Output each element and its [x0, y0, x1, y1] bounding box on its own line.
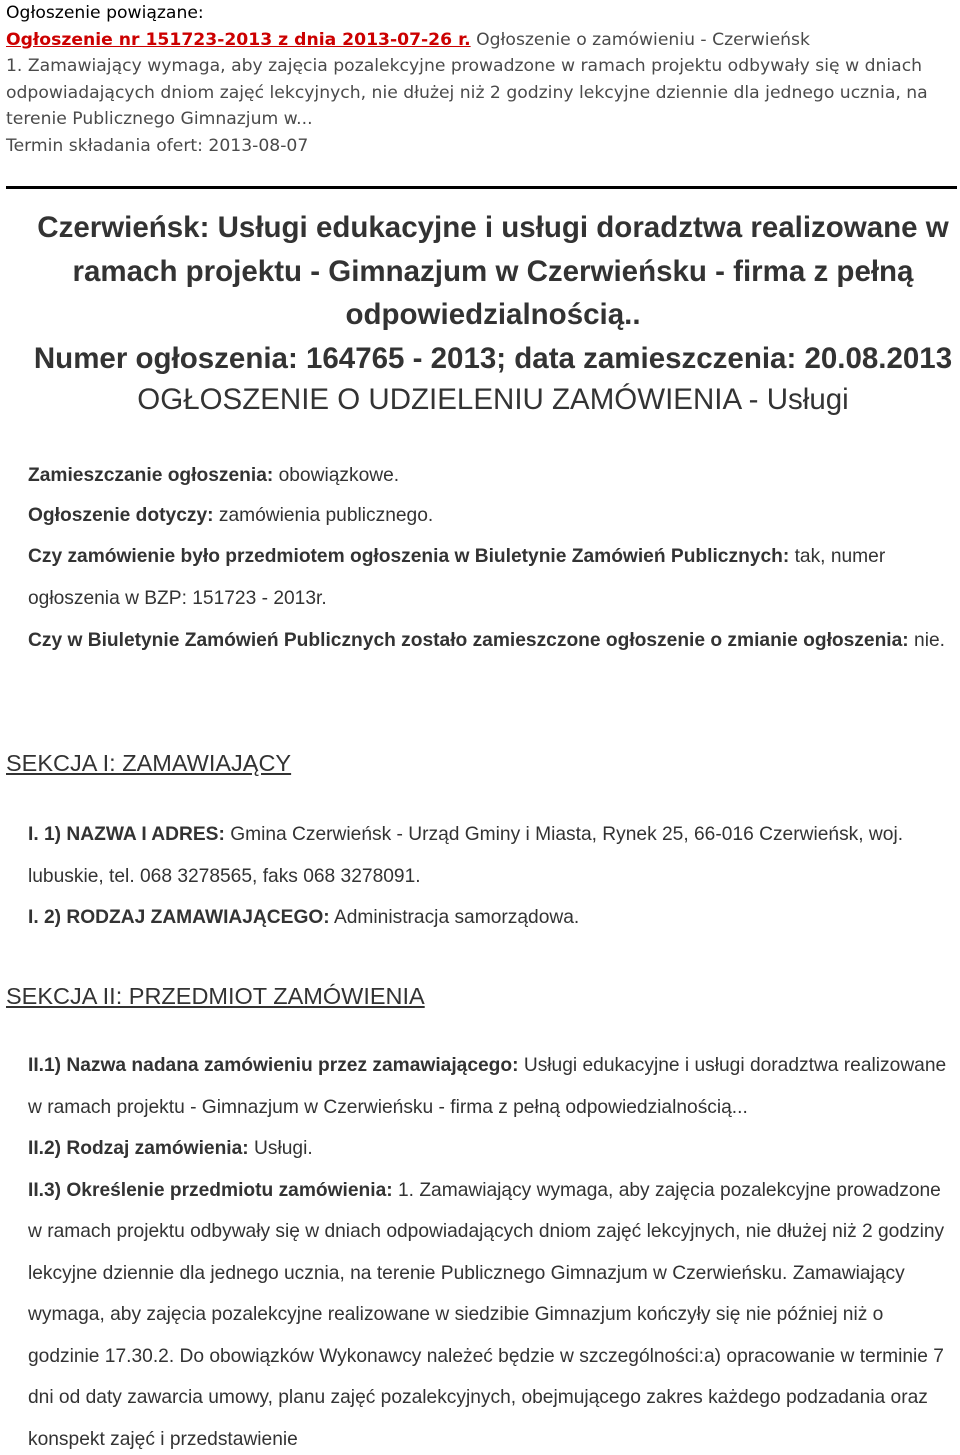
section-1-body — [28, 814, 953, 939]
bzp-label: Czy zamówienie było przedmiotem ogłoszenia w Biuletynie Zamówień Publicznych: — [28, 546, 790, 567]
related-notice — [6, 0, 956, 159]
notice-type: OGŁOSZENIE O UDZIELENIU ZAMÓWIENIA - Usługi — [137, 383, 849, 416]
section-1-heading: SEKCJA I: ZAMAWIAJĄCY — [6, 750, 292, 776]
related-excerpt: 1. Zamawiający wymaga, aby zajęcia pozalekcyjne prowadzone w ramach projektu odbywały się w dniach odpowiadających dniom zajęć lekcyjnych, nie dłużej niż 2 godziny lekcyjne dziennie dla jednego ucznia, na terenie Publicznego Gimnazjum w... — [6, 56, 928, 129]
section-2-heading: SEKCJA II: PRZEDMIOT ZAMÓWIENIA — [6, 983, 425, 1009]
related-link-tail: Ogłoszenie o zamówieniu - Czerwieńsk — [470, 29, 810, 50]
title-line-2: ramach projektu - Gimnazjum w Czerwieńsku - firma z pełną — [72, 254, 914, 288]
related-deadline: Termin składania ofert: 2013-08-07 — [6, 135, 309, 156]
title-line-3: odpowiedzialnością.. — [345, 298, 641, 331]
section-2-body — [28, 1045, 953, 1455]
buyer-type-label: I. 2) RODZAJ ZAMAWIAJĄCEGO: — [28, 907, 330, 928]
order-kind-label: II.2) Rodzaj zamówienia: — [28, 1138, 249, 1159]
buyer-name-value: Gmina Czerwieńsk - Urząd Gminy i Miasta, Rynek 25, 66-016 Czerwieńsk, woj. lubuskie, tel. 068 3278565, faks 068 3278091. — [28, 824, 904, 887]
notice-number: Numer ogłoszenia: 164765 - 2013; data zamieszczenia: 20.08.2013 — [33, 341, 953, 375]
related-header: Ogłoszenie powiązane: — [6, 3, 204, 23]
buyer-type-row — [28, 897, 953, 939]
order-desc-label: II.3) Określenie przedmiotu zamówienia: — [28, 1179, 393, 1201]
bzp-value: tak, numer ogłoszenia w BZP: 151723 - 2013r. — [28, 546, 886, 609]
concerns-value: zamówienia publicznego. — [213, 505, 434, 526]
order-name-row — [28, 1045, 953, 1128]
buyer-name-label: I. 1) NAZWA I ADRES: — [28, 824, 225, 845]
order-kind-row — [28, 1128, 953, 1170]
order-name-value: Usługi edukacyjne i usługi doradztwa realizowane w ramach projektu - Gimnazjum w Czerwieńsku - firma z pełną odpowiedzialnością... — [28, 1055, 947, 1118]
buyer-type-value: Administracja samorządowa. — [329, 907, 580, 928]
horizontal-divider — [6, 186, 957, 189]
change-value: nie. — [908, 630, 945, 651]
bzp-row — [28, 536, 953, 620]
page-title — [28, 206, 958, 380]
related-notice-link[interactable]: Ogłoszenie nr 151723-2013 z dnia 2013-07-26 r. — [6, 29, 471, 50]
order-kind-value: Usługi. — [248, 1138, 313, 1159]
concerns-label: Ogłoszenie dotyczy: — [28, 505, 214, 526]
change-label: Czy w Biuletynie Zamówień Publicznych zostało zamieszczone ogłoszenie o zmianie ogłoszenia: — [28, 630, 909, 651]
concerns-row — [28, 496, 953, 536]
placement-row — [28, 456, 953, 496]
order-name-label: II.1) Nazwa nadana zamówieniu przez zamawiającego: — [28, 1055, 519, 1076]
title-line-1: Czerwieńsk: Usługi edukacyjne i usługi doradztwa realizowane w — [37, 211, 949, 244]
related-link-line — [6, 30, 810, 50]
notice-info — [28, 456, 953, 662]
order-desc-row — [28, 1170, 953, 1455]
buyer-name-row — [28, 814, 953, 897]
placement-value: obowiązkowe. — [273, 465, 400, 486]
order-desc-value: 1. Zamawiający wymaga, aby zajęcia pozalekcyjne prowadzone w ramach projektu odbywały się w dniach odpowiadających dniom zajęć lekcyjnych, nie dłużej niż 2 godziny lekcyjne dziennie dla jednego ucznia, na terenie Publicznego Gimnazjum w Czerwieńsku. Zamawiający wymaga, aby zajęcia pozalekcyjne realizowane w siedzibie Gimnazjum kończyły się nie później niż o godzinie 17.30.2. Do obowiązków Wykonawcy należeć będzie w szczególności:a) opracowanie w terminie 7 dni od daty zawarcia umowy, planu zajęć pozalekcyjnych, obejmującego zakres każdego podzadania oraz konspekt zajęć i przedstawienie — [28, 1179, 945, 1450]
change-row — [28, 620, 953, 662]
placement-label: Zamieszczanie ogłoszenia: — [28, 465, 274, 486]
